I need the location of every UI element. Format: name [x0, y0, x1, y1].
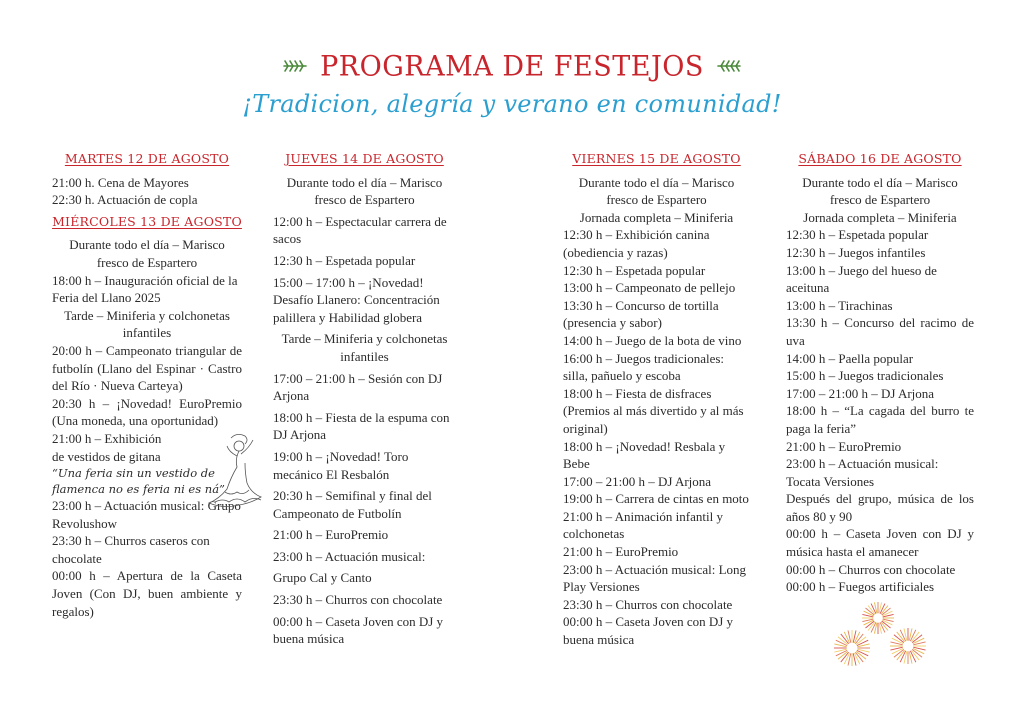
- schedule-item: 23:00 h – Actuación musical: Tocata Versiones: [786, 456, 939, 489]
- schedule-column-4: [786, 150, 974, 596]
- olive-branch-icon: [716, 58, 742, 74]
- schedule-item: 19:00 h – Carrera de cintas en moto: [563, 491, 749, 507]
- schedule-item: 14:00 h – Paella popular: [786, 350, 914, 366]
- schedule-item: Jornada completa – Miniferia: [803, 209, 957, 225]
- page-title: PROGRAMA DE FESTEJOS: [320, 49, 704, 83]
- schedule-item: 14:00 h – Juego de la bota de vino: [563, 332, 742, 348]
- schedule-item: Durante todo el día – Marisco fresco de Espartero: [69, 237, 225, 270]
- schedule-item: Durante todo el día – Marisco fresco de Espartero: [802, 174, 958, 208]
- title-row: [0, 48, 1024, 84]
- schedule-item: de vestidos de gitana: [52, 448, 161, 464]
- fireworks-icon: [826, 600, 936, 670]
- schedule-item: Jornada completa – Miniferia: [579, 209, 734, 225]
- schedule-item: 20:00 h – Campeonato triangular de futbolín (Llano del Espinar · Castro del Río · Nueva Carteya): [52, 342, 242, 394]
- schedule-item: 00:00 h – Caseta Joven con DJ y buena música: [273, 613, 444, 647]
- schedule-item: 15:00 h – Juegos tradicionales: [786, 368, 944, 384]
- schedule-item: 18:00 h – Inauguración oficial de la Feria del Llano 2025: [52, 272, 238, 306]
- schedule-item: 16:00 h – Juegos tradicionales: silla, pañuelo y escoba: [563, 350, 725, 384]
- schedule-item: 19:00 h – ¡Novedad! Toro mecánico El Resbalón: [273, 448, 409, 482]
- page-subtitle: ¡Tradicion, alegría y verano en comunidad!: [242, 90, 782, 118]
- schedule-item: 17:00 – 21:00 h – Sesión con DJ Arjona: [273, 370, 443, 404]
- olive-branch-icon: [282, 58, 308, 74]
- schedule-item: 21:00 h. Cena de Mayores: [52, 174, 189, 190]
- schedule-item: 23:00 h – Actuación musical: Long Play Versiones: [563, 561, 747, 595]
- quote-text: “Una feria sin un vestido de flamenca no es feria ni es ná”: [52, 466, 225, 497]
- schedule-item: 18:00 h – Fiesta de disfraces (Premios al más divertido y al más original): [563, 385, 744, 436]
- day-heading: SÁBADO 16 DE AGOSTO: [798, 151, 962, 166]
- schedule-item: 12:30 h – Espetada popular: [563, 262, 706, 278]
- schedule-item: 23:00 h – Actuación musical: Grupo Revolushow: [52, 498, 241, 531]
- schedule-column-3: [563, 150, 750, 649]
- schedule-item: 17:00 – 21:00 h – DJ Arjona: [786, 385, 935, 401]
- schedule-item: 18:00 h – ¡Novedad! Resbala y Bebe: [563, 438, 726, 472]
- schedule-item: 21:00 h – Animación infantil y colchonetas: [563, 508, 723, 542]
- schedule-item: 13:30 h – Concurso de tortilla (presencia y sabor): [563, 297, 719, 331]
- schedule-item: 23:30 h – Churros con chocolate: [563, 596, 733, 612]
- schedule-item: 18:00 h – “La cagada del burro te paga la feria”: [786, 403, 974, 436]
- schedule-item: 00:00 h – Apertura de la Caseta Joven (Con DJ, buen ambiente y regalos): [52, 568, 242, 619]
- schedule-column-2: [273, 150, 456, 652]
- schedule-item: 17:00 – 21:00 h – DJ Arjona: [563, 473, 712, 489]
- schedule-item: 13:30 h – Concurso del racimo de uva: [786, 315, 974, 348]
- schedule-item: Tarde – Miniferia y colchonetas infantiles: [281, 331, 448, 364]
- schedule-item: 21:00 h – EuroPremio: [563, 544, 679, 560]
- schedule-item: 21:00 h – EuroPremio: [786, 438, 902, 454]
- schedule-item: 21:00 h – EuroPremio: [273, 527, 389, 543]
- schedule-item: 23:30 h – Churros con chocolate: [273, 592, 443, 608]
- schedule-item: Después del grupo, música de los años 80 y 90: [786, 491, 974, 524]
- schedule-item: 12:00 h – Espectacular carrera de sacos: [273, 213, 447, 247]
- schedule-column-1: [52, 150, 242, 620]
- header: [0, 48, 1024, 118]
- schedule-item: 12:30 h – Juegos infantiles: [786, 244, 926, 260]
- schedule-item: 00:00 h – Caseta Joven con DJ y música hasta el amanecer: [786, 526, 974, 560]
- schedule-item: 13:00 h – Tirachinas: [786, 297, 893, 313]
- schedule-item: 15:00 – 17:00 h – ¡Novedad! Desafío Llanero: Concentración palillera y Habilidad globera: [273, 274, 440, 325]
- schedule-item: 12:30 h – Exhibición canina (obediencia y razas): [563, 227, 710, 260]
- day-heading: VIERNES 15 DE AGOSTO: [572, 151, 741, 166]
- schedule-item: 18:00 h – Fiesta de la espuma con DJ Arjona: [273, 409, 450, 443]
- schedule-item: 00:00 h – Fuegos artificiales: [786, 579, 935, 595]
- schedule-item: 13:00 h – Campeonato de pellejo: [563, 280, 736, 296]
- schedule-item: 21:00 h – Exhibición: [52, 430, 162, 446]
- schedule-item: 23:00 h – Actuación musical:: [273, 548, 426, 564]
- day-heading: MARTES 12 DE AGOSTO: [64, 151, 230, 166]
- schedule-item: 12:30 h – Espetada popular: [786, 227, 929, 243]
- schedule-item: Durante todo el día – Marisco fresco de Espartero: [286, 174, 443, 208]
- schedule-item: 20:30 h – Semifinal y final del Campeonato de Futbolín: [273, 488, 432, 521]
- schedule-item: 22:30 h. Actuación de copla: [52, 192, 198, 208]
- schedule-item: Grupo Cal y Canto: [273, 570, 372, 586]
- schedule-item: 12:30 h – Espetada popular: [273, 252, 416, 268]
- schedule-item: 13:00 h – Juego del hueso de aceituna: [786, 262, 937, 296]
- schedule-item: Durante todo el día – Marisco fresco de Espartero: [578, 174, 735, 208]
- schedule-item: 20:30 h – ¡Novedad! EuroPremio (Una moneda, una oportunidad): [52, 395, 242, 429]
- schedule-item: 00:00 h – Churros con chocolate: [786, 561, 956, 577]
- schedule-item: 00:00 h – Caseta Joven con DJ y buena música: [563, 614, 734, 648]
- schedule-item: Tarde – Miniferia y colchonetas infantiles: [64, 307, 230, 341]
- schedule-item: 23:30 h – Churros caseros con chocolate: [52, 533, 210, 566]
- day-heading: MIÉRCOLES 13 DE AGOSTO: [52, 213, 242, 229]
- day-heading: JUEVES 14 DE AGOSTO: [285, 151, 444, 166]
- flamenca-dancer-icon: [205, 432, 265, 512]
